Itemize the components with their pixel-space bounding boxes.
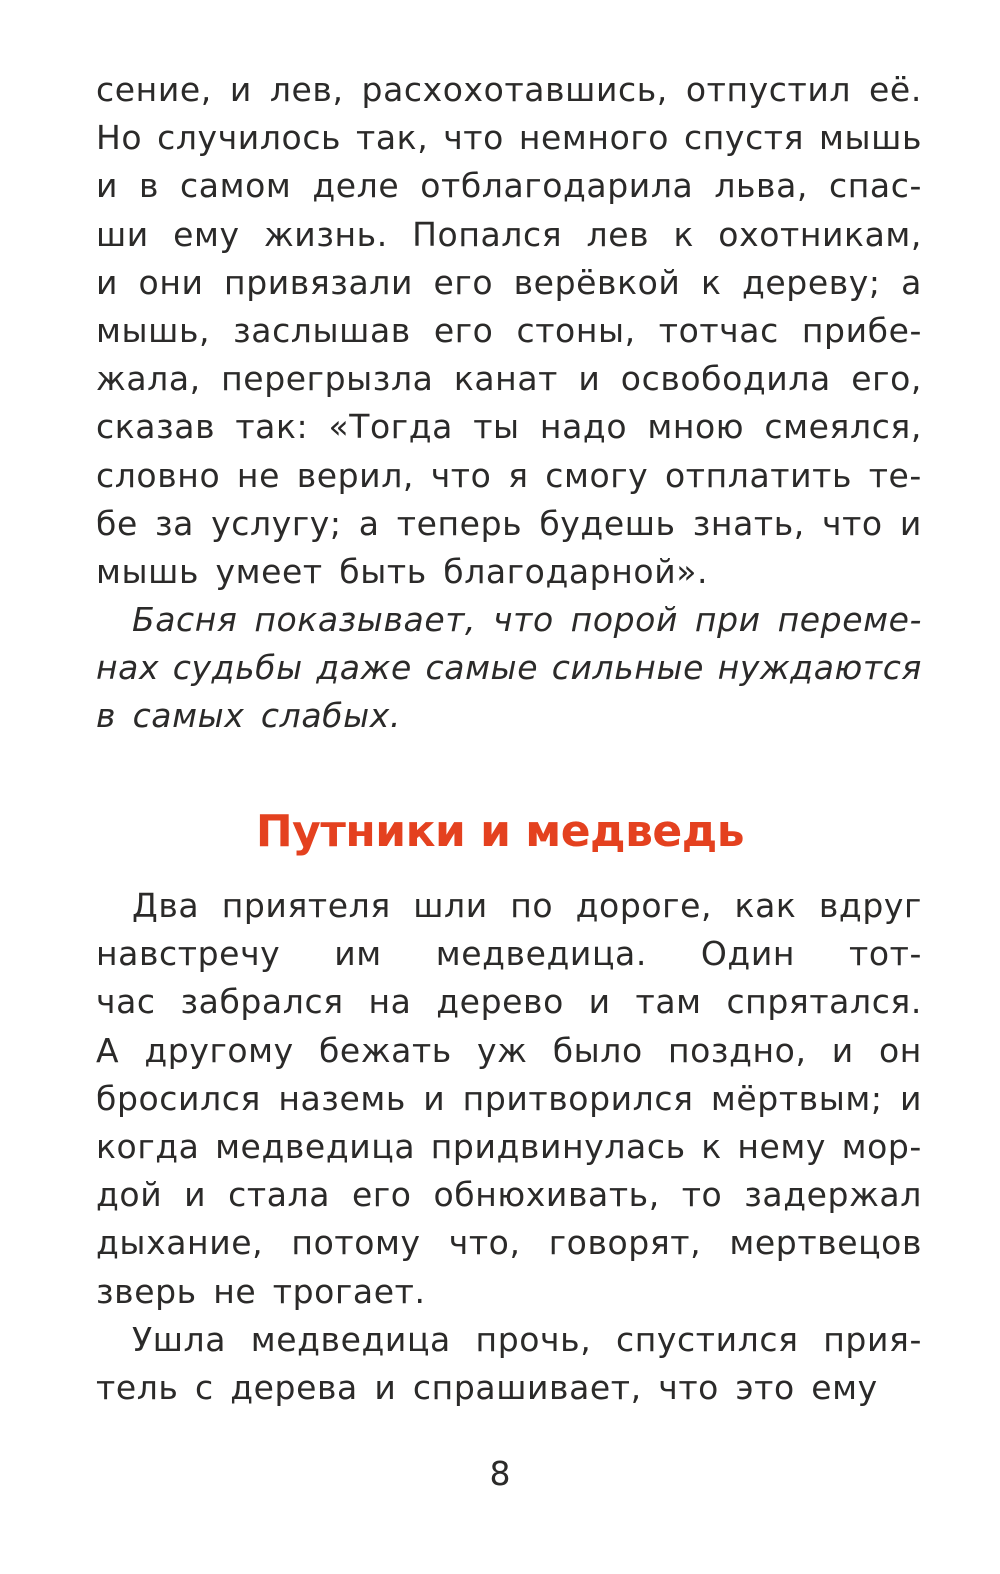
text-line: в самых слабых. <box>96 696 402 736</box>
page-number: 8 <box>489 1454 511 1493</box>
text-line: словно не верил, что я смогу отплатить те- <box>96 455 922 495</box>
text-line: сказав так: «Тогда ты надо мною смеялся, <box>96 407 922 447</box>
text-line: и в самом деле отблагодарила льва, спас- <box>96 166 922 206</box>
text-line: мышь, заслышав его стоны, тотчас прибе- <box>96 310 922 350</box>
text-line: дыхание, потому что, говорят, мертвецов <box>96 1223 922 1263</box>
text-line: мышь умеет быть благодарной». <box>96 551 709 591</box>
text-line: жала, перегрызла канат и освободила его, <box>96 359 922 399</box>
text-line: сение, и лев, расхохотавшись, отпустил её. <box>96 70 922 109</box>
text-line: бе за услугу; а теперь будешь знать, что и <box>96 503 922 543</box>
text-line: навстречу им медведица. Один тот- <box>96 934 922 974</box>
text-line: дой и стала его обнюхивать, то задержал <box>96 1175 922 1215</box>
text-line: ши ему жизнь. Попался лев к охотникам, <box>96 214 922 254</box>
text-line: Ушла медведица прочь, спустился прия- <box>132 1319 922 1359</box>
text-line: когда медведица придвинулась к нему мор- <box>96 1126 922 1166</box>
fable2-paragraph-1 <box>96 882 922 1316</box>
text-line: А другому бежать уж было поздно, и он <box>96 1030 922 1070</box>
text-line: бросился наземь и притворился мёртвым; и <box>96 1078 922 1118</box>
fable1-body <box>96 66 922 596</box>
text-line: тель с дерева и спрашивает, что это ему <box>96 1367 878 1407</box>
text-line: нах судьбы даже самые сильные нуждаются <box>96 648 922 688</box>
fable1-moral <box>96 596 922 741</box>
fable2-title: Путники и медведь <box>255 806 745 857</box>
fable1-text <box>96 66 922 741</box>
text-line: Два приятеля шли по дороге, как вдруг <box>132 886 922 925</box>
text-line: час забрался на дерево и там спрятался. <box>96 982 922 1022</box>
text-line: Но случилось так, что немного спустя мышь <box>96 118 922 158</box>
text-line: и они привязали его верёвкой к дереву; а <box>96 262 922 302</box>
text-line: зверь не трогает. <box>96 1271 426 1311</box>
text-line: Басня показывает, что порой при переме- <box>132 600 922 640</box>
fable2-text <box>96 882 922 1412</box>
fable2-paragraph-2 <box>96 1316 922 1412</box>
